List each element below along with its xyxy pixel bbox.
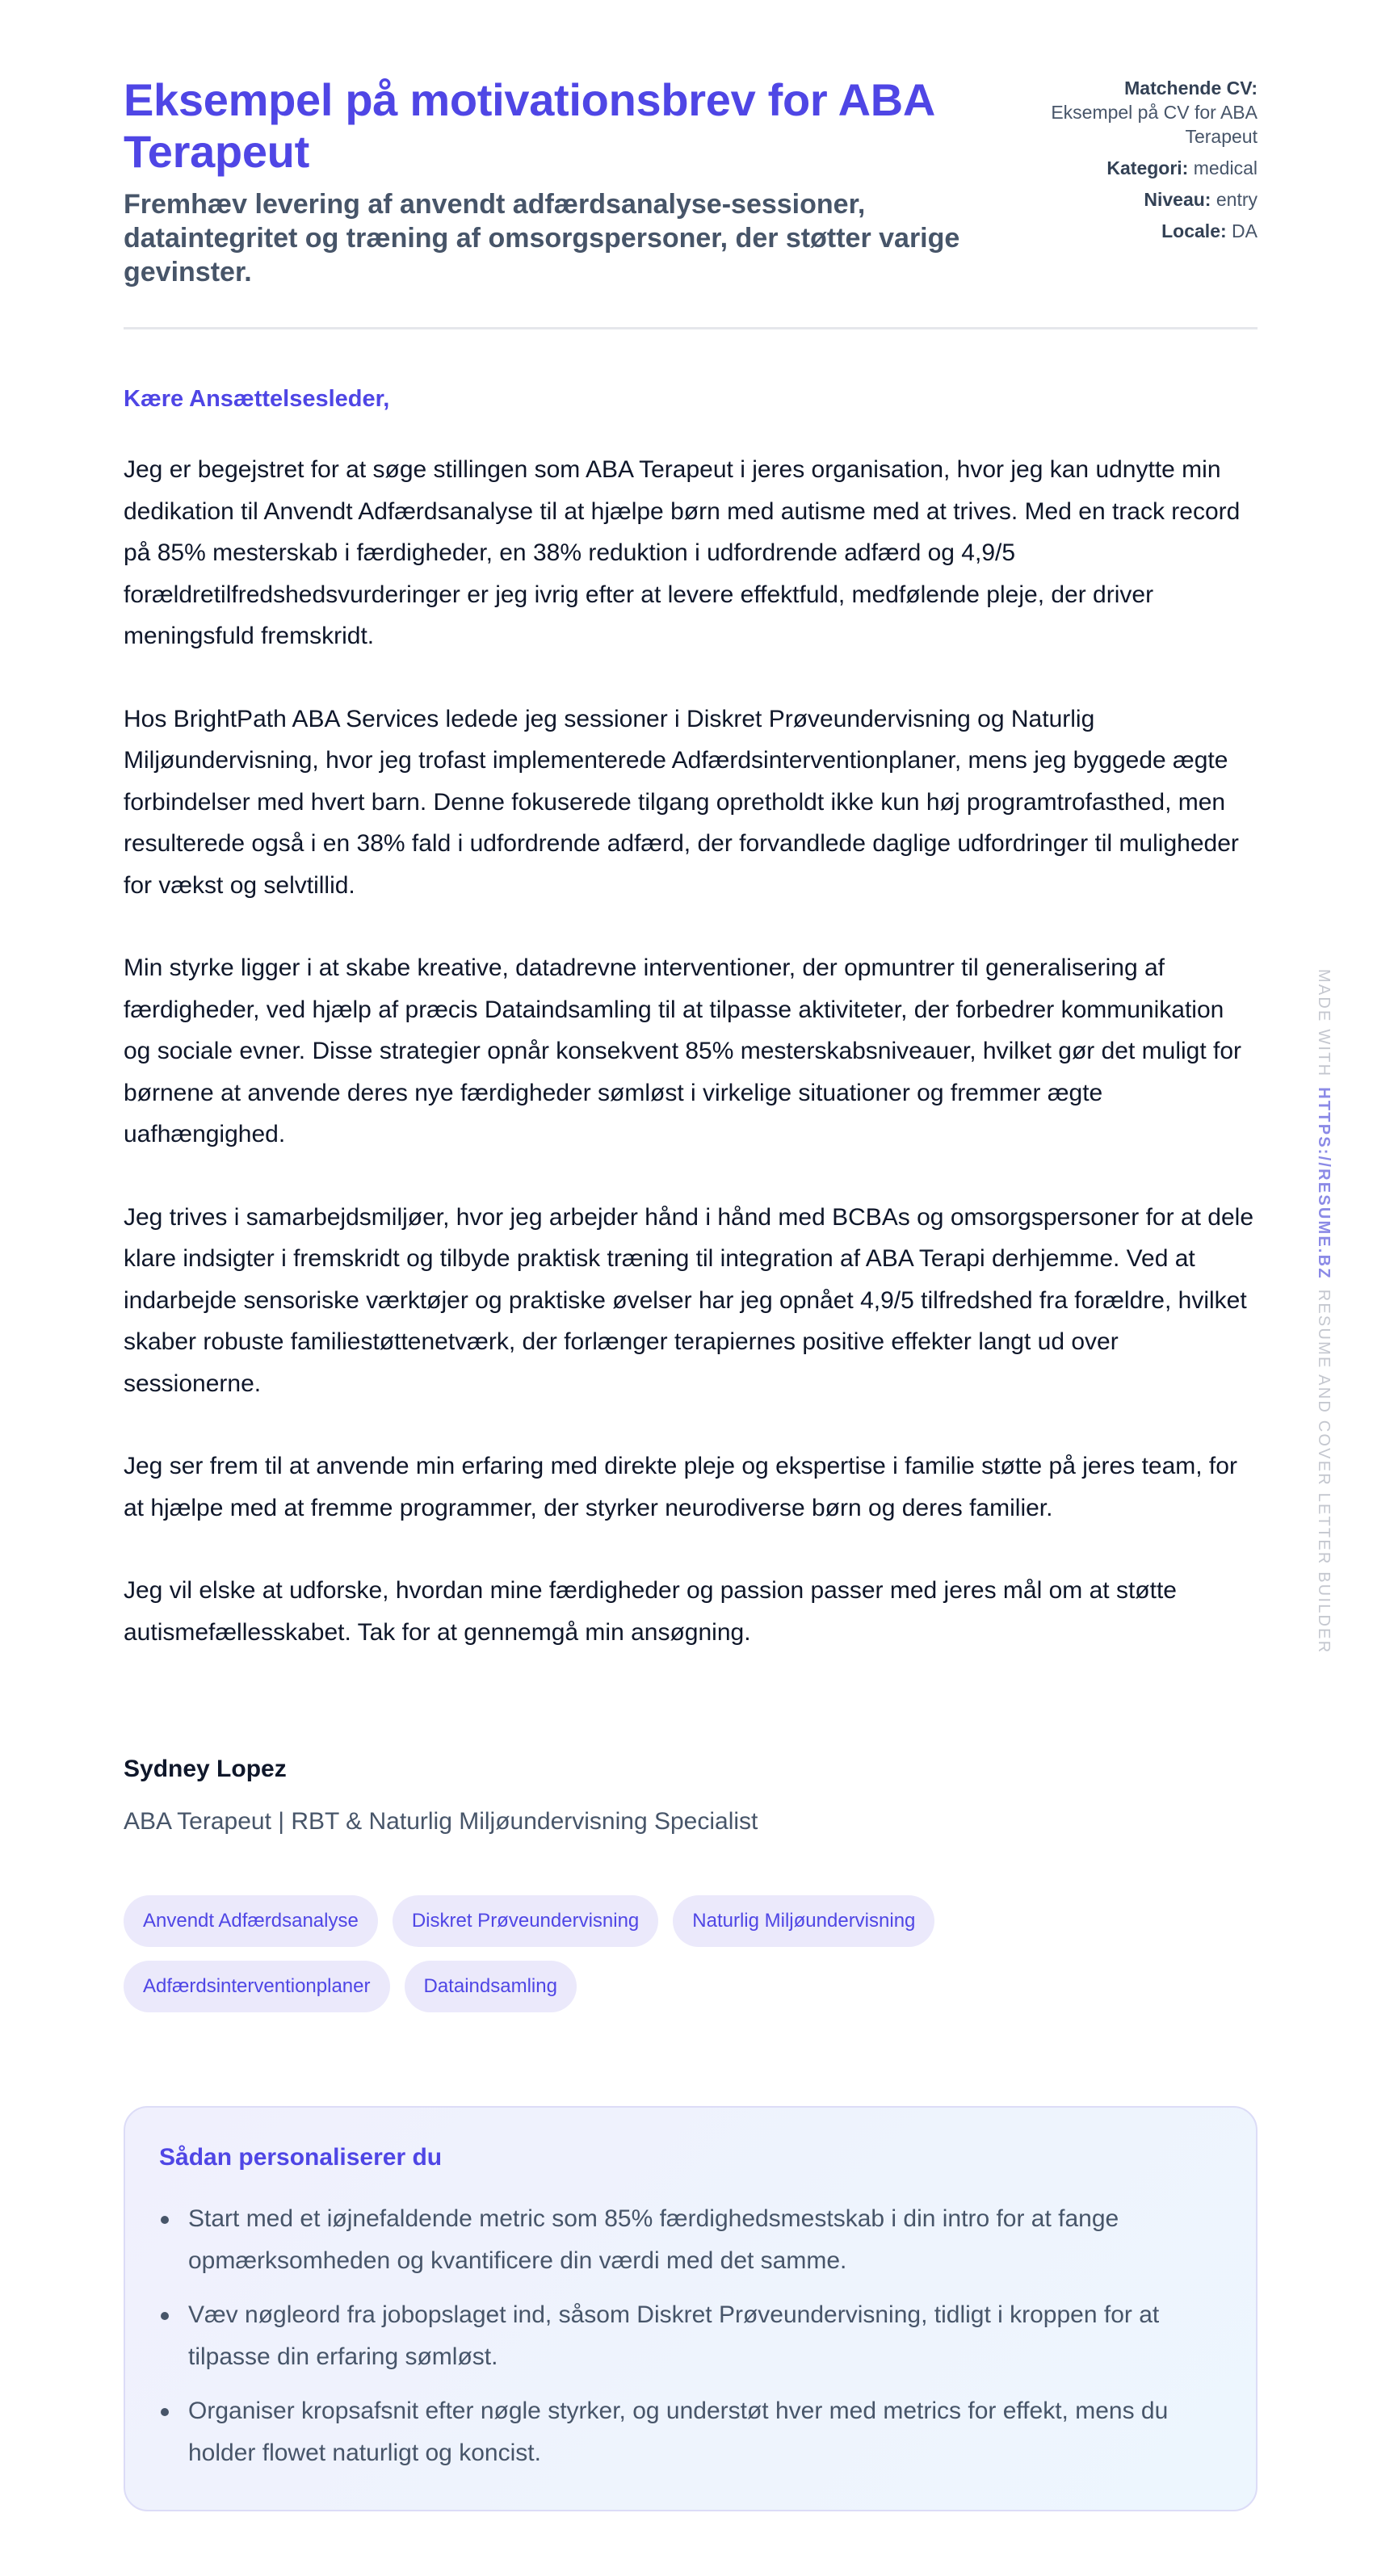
skill-tag: Diskret Prøveundervisning bbox=[393, 1895, 658, 1947]
personalization-tips-box bbox=[124, 2106, 1258, 2511]
tip-item: Væv nøgleord fra jobopslaget ind, såsom Diskret Prøveundervisning, tidligt i kroppen for at tilpasse din erfaring sømløst. bbox=[188, 2294, 1222, 2377]
meta-cv-link[interactable]: Eksempel på CV for ABA Terapeut bbox=[1051, 102, 1258, 147]
skill-tag: Adfærdsinterventionplaner bbox=[124, 1961, 390, 2012]
cover-letter-page bbox=[124, 0, 1258, 2466]
letter-paragraph: Jeg ser frem til at anvende min erfaring med direkte pleje og ekspertise i familie støtte på jeres team, for at hjælpe med at fremme programmer, der styrker neurodiverse børn og deres familier. bbox=[124, 1453, 1237, 1521]
signature-block bbox=[124, 1751, 758, 1838]
letter-paragraph: Hos BrightPath ABA Services ledede jeg sessioner i Diskret Prøveundervisning og Naturlig Miljøundervisning, hvor jeg trofast implementerede Adfærdsinterventionplaner, mens jeg byggede ægte forbindelser med hvert barn. Denne fokuserede tilgang opretholdt ikke kun høj programtrofasthed, men resulterede også i en 38% fald i udfordrende adfærd, der forvandlede daglige udfordringer til muligheder for vækst og selvtillid. bbox=[124, 705, 1239, 899]
skill-tags bbox=[124, 1895, 1093, 2012]
skill-tag: Dataindsamling bbox=[405, 1961, 577, 2012]
meta-locale bbox=[1015, 219, 1258, 243]
meta-level-label: Niveau: bbox=[1144, 189, 1211, 210]
watermark-suffix: RESUME AND COVER LETTER BUILDER bbox=[1315, 1289, 1333, 1655]
letter-paragraph: Jeg trives i samarbejdsmiljøer, hvor jeg arbejder hånd i hånd med BCBAs og omsorgspersoner for at dele klare indsigter i fremskridt og tilbyde praktisk træning til integration af ABA Terapi derhjemme. Ved at indarbejde sensoriske værktøjer og praktiske øvelser har jeg opnået 4,9/5 tilfredshed fra forældre, hvilket skaber robuste familiestøttenetværk, der forlænger terapiernes positive effekter langt ud over sessionerne. bbox=[124, 1203, 1254, 1397]
meta-cv-label: Matchende CV: bbox=[1124, 78, 1258, 99]
page-subtitle: Fremhæv levering af anvendt adfærdsanalyse-sessioner, dataintegritet og træning af omsorgspersoner, der støtter varige gevinster. bbox=[124, 189, 960, 287]
signature-title: ABA Terapeut | RBT & Naturlig Miljøundervisning Specialist bbox=[124, 1808, 758, 1835]
meta-category-label: Kategori: bbox=[1106, 157, 1189, 178]
meta-locale-label: Locale: bbox=[1161, 220, 1227, 241]
letter-paragraph: Jeg vil elske at udforske, hvordan mine færdigheder og passion passer med jeres mål om at støtte autismefællesskabet. Tak for at gennemgå min ansøgning. bbox=[124, 1577, 1177, 1646]
watermark-link[interactable]: HTTPS://RESUME.BZ bbox=[1315, 1087, 1333, 1280]
skill-tag: Anvendt Adfærdsanalyse bbox=[124, 1895, 378, 1947]
letter-paragraph: Min styrke ligger i at skabe kreative, datadrevne interventioner, der opmuntrer til generalisering af færdigheder, ved hjælp af præcis Dataindsamling til at tilpasse aktiviteter, der forbedrer kommunikation og sociale evner. Disse strategier opnår konsekvent 85% mesterskabsniveauer, hvilket gør det muligt for børnene at anvende deres nye færdigheder sømløst i virkelige situationer og fremmer ægte uafhængighed. bbox=[124, 954, 1242, 1147]
meta-matching-cv bbox=[1015, 76, 1258, 149]
tips-list bbox=[159, 2198, 1222, 2473]
page-title: Eksempel på motivationsbrev for ABA Terapeut bbox=[124, 74, 934, 177]
meta-level-value: entry bbox=[1216, 189, 1258, 210]
watermark-prefix: MADE WITH bbox=[1315, 969, 1333, 1078]
page-header bbox=[124, 0, 1258, 329]
skill-tag: Naturlig Miljøundervisning bbox=[673, 1895, 934, 1947]
meta-locale-value: DA bbox=[1232, 220, 1258, 241]
meta-category-value: medical bbox=[1193, 157, 1258, 178]
letter-body bbox=[124, 449, 1258, 1694]
meta-category bbox=[1015, 156, 1258, 180]
tip-item: Organiser kropsafsnit efter nøgle styrker, og understøt hver med metrics for effekt, mens du holder flowet naturligt og koncist. bbox=[188, 2390, 1222, 2473]
meta-panel bbox=[1015, 76, 1258, 250]
watermark-text bbox=[1312, 969, 1336, 1654]
watermark bbox=[1312, 969, 1336, 1655]
letter-salutation: Kære Ansættelsesleder, bbox=[124, 386, 390, 412]
letter-paragraph: Jeg er begejstret for at søge stillingen som ABA Terapeut i jeres organisation, hvor jeg kan udnytte min dedikation til Anvendt Adfærdsanalyse til at hjælpe børn med autisme med at trives. Med en track record på 85% mesterskab i færdigheder, en 38% reduktion i udfordrende adfærd og 4,9/5 forældretilfredshedsvurderinger er jeg ivrig efter at levere effektfuld, medfølende pleje, der driver meningsfuld fremskridt. bbox=[124, 456, 1241, 649]
tips-heading: Sådan personaliserer du bbox=[159, 2144, 443, 2171]
meta-level bbox=[1015, 187, 1258, 212]
signature-name: Sydney Lopez bbox=[124, 1756, 287, 1782]
tip-item: Start med et iøjnefaldende metric som 85% færdighedsmestskab i din intro for at fange opmærksomheden og kvantificere din værdi med det samme. bbox=[188, 2198, 1222, 2281]
